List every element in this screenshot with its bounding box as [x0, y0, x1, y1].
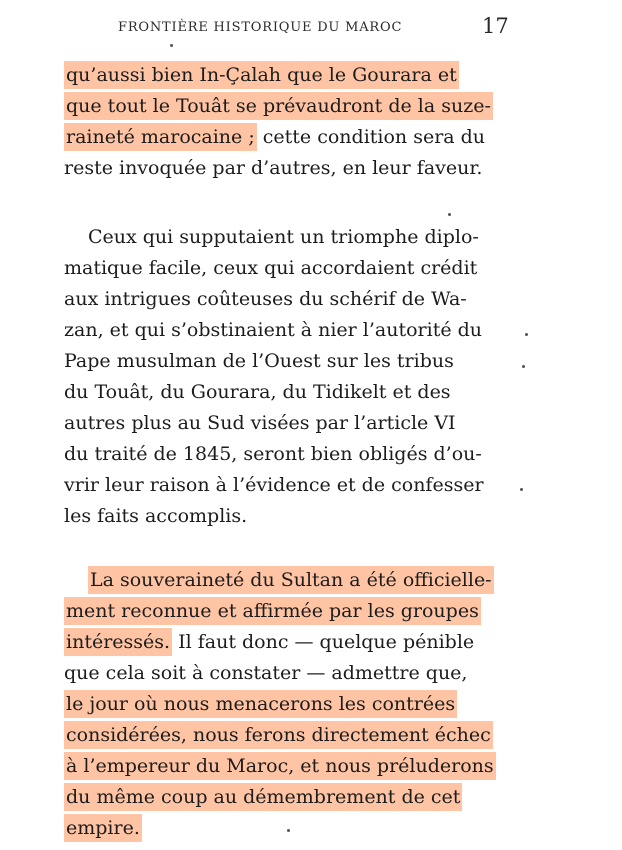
- highlighted-text: qu’aussi bien In-Çalah que le Gourara et: [64, 61, 459, 89]
- paragraph-3-line-8: [64, 782, 508, 813]
- line-text-plain: zan, et qui s’obstinaient à nier l’autorité du: [64, 319, 483, 341]
- line-text-plain: du Touât, du Gourara, du Tidikelt et des: [64, 381, 451, 403]
- scan-speck: [448, 213, 451, 216]
- highlighted-text: que tout le Touât se prévaudront de la suze-: [64, 92, 493, 120]
- highlighted-text: La souveraineté du Sultan a été officielle-: [88, 566, 494, 594]
- scan-speck: [522, 365, 525, 368]
- line-text-plain: aux intrigues coûteuses du schérif de Wa-: [64, 288, 467, 310]
- line-text-plain: que cela soit à constater — admettre que,: [64, 662, 468, 684]
- line-text-plain: les faits accomplis.: [64, 505, 248, 527]
- line-text-plain: vrir leur raison à l’évidence et de confesser: [64, 474, 484, 496]
- highlighted-text: considérées, nous ferons directement échec: [64, 721, 493, 749]
- paragraph-2-line-2: [64, 253, 508, 284]
- paragraph-3-line-6: [64, 720, 508, 751]
- paragraph-3-line-2: [64, 596, 508, 627]
- line-text-plain: matique facile, ceux qui accordaient crédit: [64, 257, 478, 279]
- paragraph-2-line-7: [64, 408, 508, 439]
- line-text-plain: autres plus au Sud visées par l’article VI: [64, 412, 456, 434]
- paragraph-2-line-8: [64, 439, 508, 470]
- paragraph-1-line-1: [64, 60, 508, 91]
- line-text-plain: Ceux qui supputaient un triomphe diplo-: [88, 226, 479, 248]
- running-header: FRONTIÈRE HISTORIQUE DU MAROC: [118, 20, 403, 35]
- paragraph-1-line-2: [64, 91, 508, 122]
- paragraph-2-line-9: [64, 470, 508, 501]
- line-text-plain: du traité de 1845, seront bien obligés d’ou-: [64, 443, 482, 465]
- page-number: 17: [482, 14, 509, 38]
- scan-speck: [520, 488, 523, 491]
- paragraph-3-line-9: [64, 813, 508, 844]
- highlighted-text: du même coup au démembrement de cet: [64, 783, 462, 811]
- highlighted-text: le jour où nous menacerons les contrées: [64, 690, 457, 718]
- paragraph-3-line-7: [64, 751, 508, 782]
- paragraph-3-line-4: [64, 658, 508, 689]
- paragraph-2-line-6: [64, 377, 508, 408]
- line-text-plain: cette condition sera du: [256, 126, 486, 148]
- highlighted-text: empire.: [64, 814, 142, 842]
- paragraph-3-line-3: [64, 627, 508, 658]
- scan-speck: [525, 333, 528, 336]
- paragraph-2-line-1: [88, 222, 508, 253]
- line-text-plain: Pape musulman de l’Ouest sur les tribus: [64, 350, 454, 372]
- paragraph-2-line-3: [64, 284, 508, 315]
- highlighted-text: à l’empereur du Maroc, et nous préluderons: [64, 752, 496, 780]
- highlighted-text: ment reconnue et affirmée par les groupes: [64, 597, 481, 625]
- paragraph-2-line-5: [64, 346, 508, 377]
- line-text-plain: Il faut donc — quelque pénible: [172, 631, 475, 653]
- scan-speck: [170, 44, 173, 47]
- highlighted-text: intéressés.: [64, 628, 172, 656]
- paragraph-1-line-3: [64, 122, 508, 153]
- paragraph-1-line-4: [64, 153, 508, 184]
- scan-speck: [287, 829, 290, 832]
- paragraph-2-line-4: [64, 315, 508, 346]
- highlighted-text: raineté marocaine ;: [64, 123, 257, 151]
- paragraph-3-line-5: [64, 689, 508, 720]
- paragraph-3-line-1: [88, 565, 508, 596]
- paragraph-2-line-10: [64, 501, 508, 532]
- line-text-plain: reste invoquée par d’autres, en leur faveur.: [64, 157, 483, 179]
